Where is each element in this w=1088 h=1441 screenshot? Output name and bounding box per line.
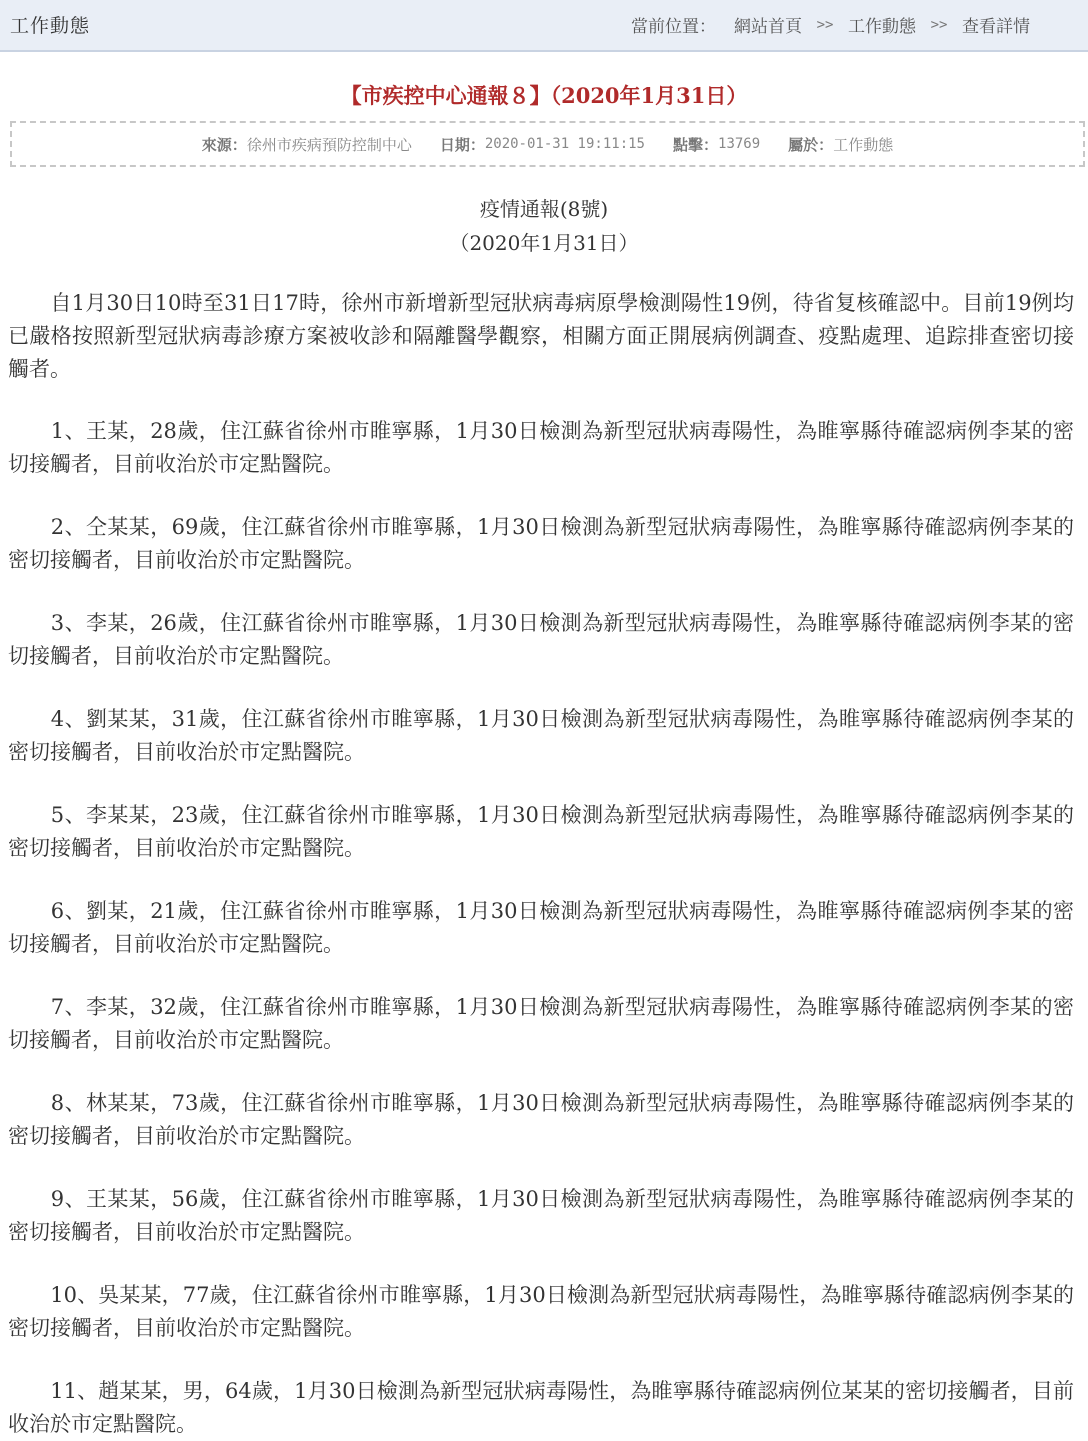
paragraph-case-10: 10、吳某某，77歲，住江蘇省徐州市睢寧縣，1月30日檢測為新型冠狀病毒陽性，為睢寧縣待確認病例李某的密切接觸者，目前收治於市定點醫院。: [8, 1283, 1074, 1340]
meta-source-value: 徐州市疾病預防控制中心: [246, 135, 412, 154]
paragraph-case-2: 2、仝某某，69歲，住江蘇省徐州市睢寧縣，1月30日檢測為新型冠狀病毒陽性，為睢寧縣待確認病例李某的密切接觸者，目前收治於市定點醫院。: [8, 515, 1074, 572]
paragraph-case-5: 5、李某某，23歲，住江蘇省徐州市睢寧縣，1月30日檢測為新型冠狀病毒陽性，為睢寧縣待確認病例李某的密切接觸者，目前收治於市定點醫院。: [8, 803, 1074, 860]
section-title: 工作動態: [10, 15, 91, 37]
breadcrumb: [631, 12, 1030, 37]
paragraph-case-3: 3、李某，26歲，住江蘇省徐州市睢寧縣，1月30日檢測為新型冠狀病毒陽性，為睢寧縣待確認病例李某的密切接觸者，目前收治於市定點醫院。: [8, 611, 1074, 668]
notice-subtitle-date: （2020年1月31日）: [449, 231, 639, 255]
meta-date-value: 2020-01-31 19:11:15: [484, 136, 645, 152]
meta-category-value: 工作動態: [833, 135, 894, 154]
paragraph-case-4: 4、劉某某，31歲，住江蘇省徐州市睢寧縣，1月30日檢測為新型冠狀病毒陽性，為睢寧縣待確認病例李某的密切接觸者，目前收治於市定點醫院。: [8, 707, 1074, 764]
paragraph-case-9: 9、王某某，56歲，住江蘇省徐州市睢寧縣，1月30日檢測為新型冠狀病毒陽性，為睢寧縣待確認病例李某的密切接觸者，目前收治於市定點醫院。: [8, 1187, 1074, 1244]
meta-category-label: 屬於：: [788, 135, 834, 154]
header-bar: [0, 0, 1088, 52]
paragraph-case-7: 7、李某，32歲，住江蘇省徐州市睢寧縣，1月30日檢測為新型冠狀病毒陽性，為睢寧縣待確認病例李某的密切接觸者，目前收治於市定點醫院。: [8, 995, 1074, 1052]
paragraph-case-11: 11、趙某某，男，64歲，1月30日檢測為新型冠狀病毒陽性，為睢寧縣待確認病例位某某的密切接觸者，目前收治於市定點醫院。: [8, 1379, 1074, 1436]
paragraph-intro: 自1月30日10時至31日17時，徐州市新增新型冠狀病毒病原學檢測陽性19例，待省复核確認中。目前19例均已嚴格按照新型冠狀病毒診療方案被收診和隔離醫學觀察，相關方面正開展病例調查、疫點處理、追踪排查密切接觸者。: [8, 291, 1074, 381]
breadcrumb-link-section[interactable]: 工作動態: [848, 17, 916, 37]
breadcrumb-current-page: 查看詳情: [962, 17, 1030, 37]
breadcrumb-separator-icon: >>: [816, 16, 834, 33]
paragraph-case-6: 6、劉某，21歲，住江蘇省徐州市睢寧縣，1月30日檢測為新型冠狀病毒陽性，為睢寧縣待確認病例李某的密切接觸者，目前收治於市定點醫院。: [8, 899, 1074, 956]
meta-source-label: 來源：: [201, 135, 247, 154]
breadcrumb-location-label: 當前位置：: [631, 17, 716, 37]
meta-clicks-label: 點擊：: [673, 135, 719, 154]
meta-date-label: 日期：: [439, 135, 485, 154]
breadcrumb-link-home[interactable]: 網站首頁: [734, 17, 802, 37]
notice-subtitle: 疫情通報(8號): [479, 197, 609, 221]
article-meta: [10, 121, 1085, 167]
meta-clicks-value: 13769: [718, 136, 761, 152]
paragraph-case-1: 1、王某，28歲，住江蘇省徐州市睢寧縣，1月30日檢測為新型冠狀病毒陽性，為睢寧縣待確認病例李某的密切接觸者，目前收治於市定點醫院。: [8, 419, 1074, 476]
article-title: 【市疾控中心通報８】（2020年1月31日）: [340, 83, 748, 108]
paragraph-case-8: 8、林某某，73歲，住江蘇省徐州市睢寧縣，1月30日檢測為新型冠狀病毒陽性，為睢寧縣待確認病例李某的密切接觸者，目前收治於市定點醫院。: [8, 1091, 1074, 1148]
breadcrumb-separator-icon: >>: [930, 16, 948, 33]
